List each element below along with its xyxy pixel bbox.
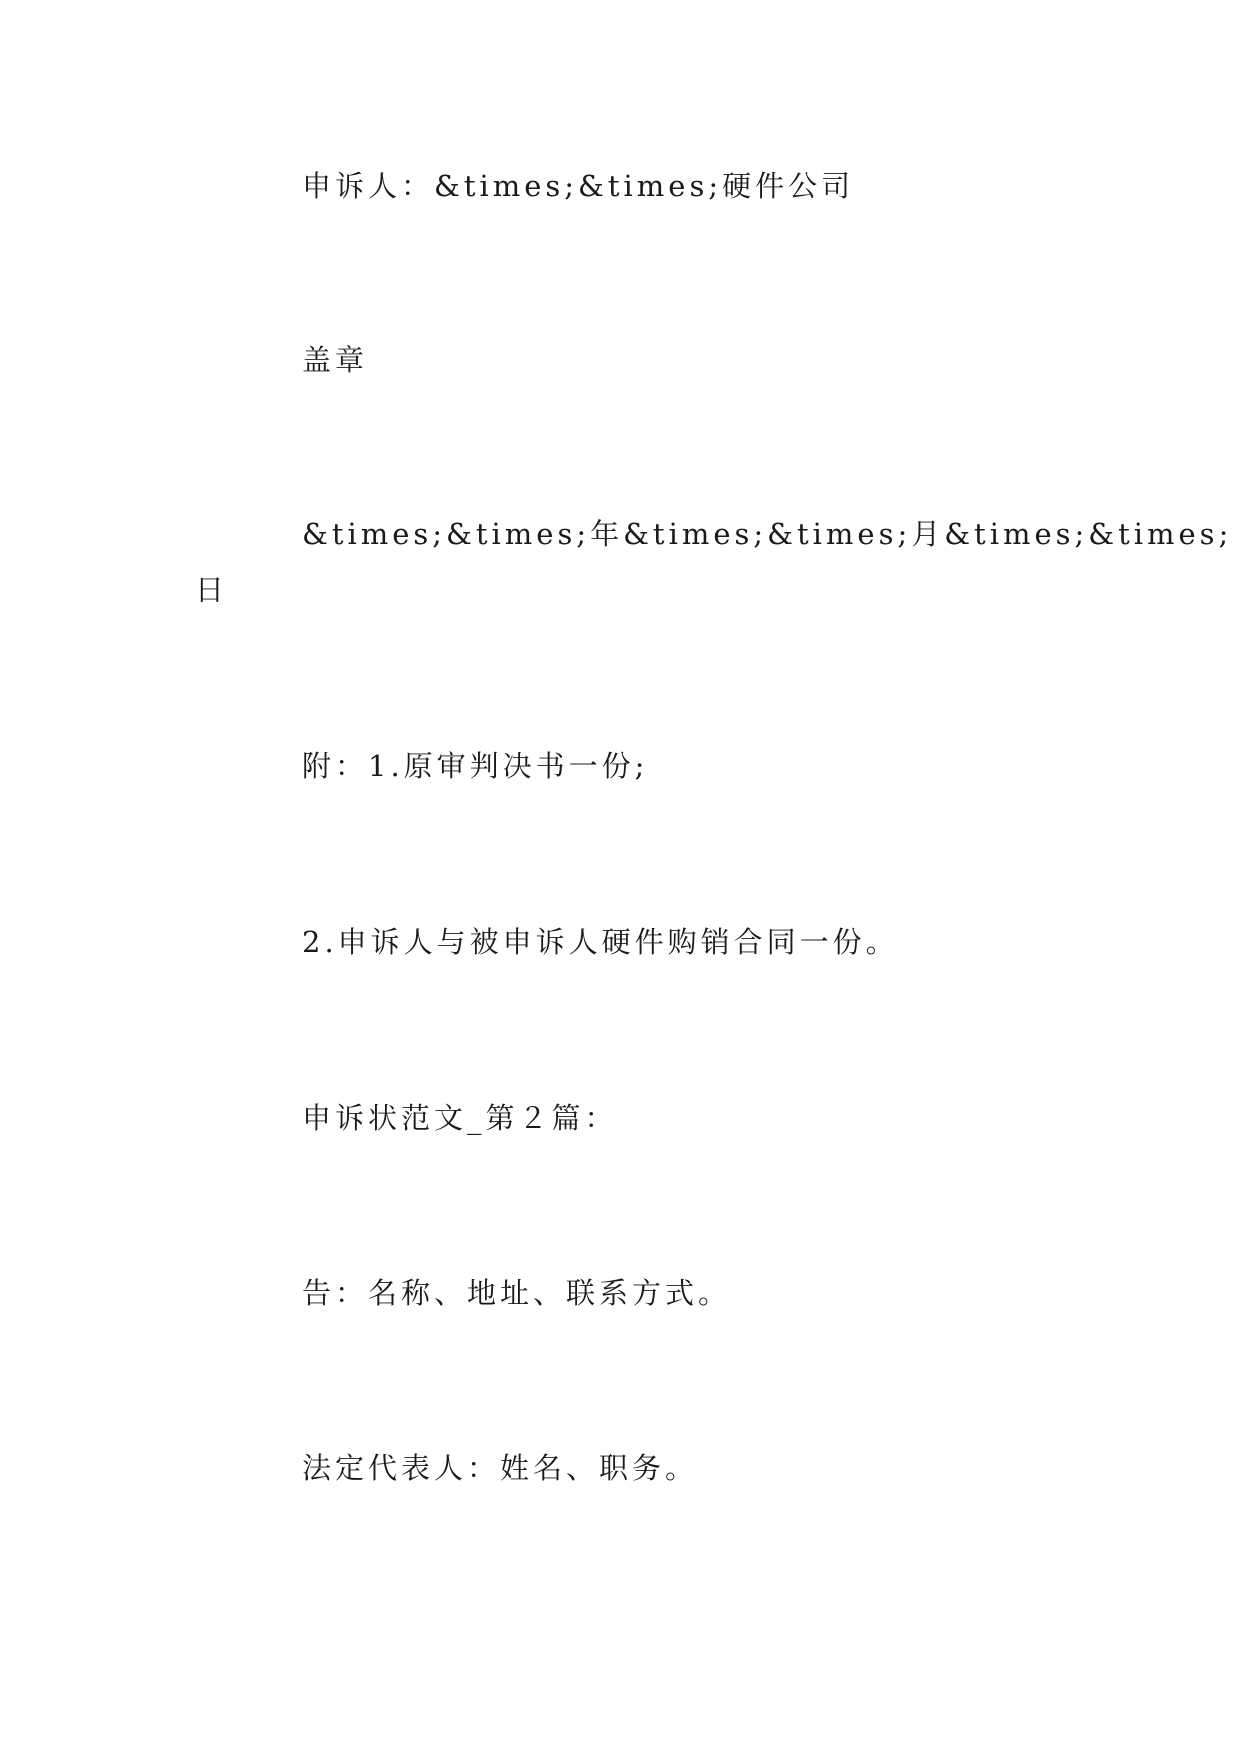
date-line-wrap: 日 [195,573,229,607]
respondent-line: 告：名称、地址、联系方式。 [302,1276,732,1310]
attachment-line-2: 2.申诉人与被申诉人硬件购销合同一份。 [302,925,899,959]
date-line: &times;&times;年&times;&times;月&times;&times; [302,517,1233,551]
section-heading: 申诉状范文_第２篇： [302,1101,618,1135]
attachment-line-1: 附：1.原审判决书一份; [302,749,649,783]
legal-representative-line: 法定代表人：姓名、职务。 [302,1451,699,1485]
seal-line: 盖章 [302,343,369,377]
appellant-line: 申诉人：&times;&times;硬件公司 [302,169,855,203]
